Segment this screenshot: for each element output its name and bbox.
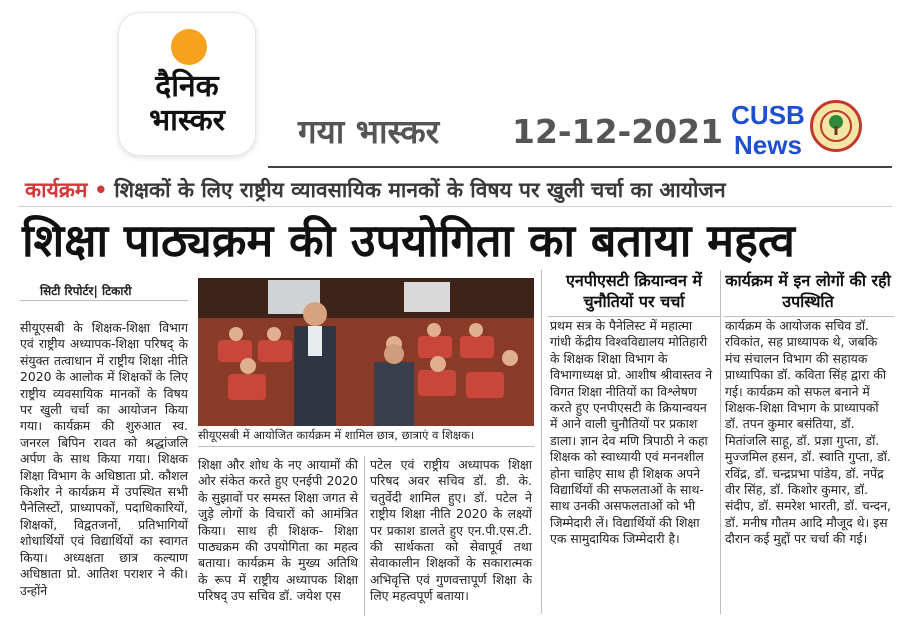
logo-line-2: भास्कर (149, 103, 225, 138)
byline-place: टिकारी (102, 284, 132, 298)
sun-icon (171, 29, 207, 65)
section-heading-npst: एनपीएसटी क्रियान्वन में चुनौतियों पर चर्चा (566, 271, 702, 311)
headline: शिक्षा पाठ्यक्रम की उपयोगिता का बताया महत्व (22, 214, 795, 267)
reporter-name: सिटी रिपोर्टर (40, 284, 94, 298)
publication-date: 12-12-2021 (512, 112, 724, 151)
column-divider (541, 270, 542, 614)
newspaper-logo (118, 12, 256, 156)
kicker-rule (18, 206, 892, 207)
article-column-4: प्रथम सत्र के पैनेलिस्ट में महात्मा गांधी केंद्रीय विश्वविद्यालय मोतिहारी के शिक्षक शिक्षा विभाग के विभागाध्यक्ष प्रो. आशीष श्रीवास्तव ने विगत शिक्षा नीतियों का विश्लेषण करते हुए एनपीएसटी के क्रियान्वयन में आने वाली चुनौतियों पर प्रकाश डाला। ज्ञान देव मणि त्रिपाठी ने कहा शिक्षक को स्वाध्यायी एवं मननशील होना चाहिए साथ ही शिक्षक अपने विद्यार्थियों की सफलताओं के साथ-साथ उनकी असफलताओं को भी जिम्मेदारी लें। विद्यार्थियों की शिक्षा एक सामुदायिक जिम्मेदारी है। (550, 318, 713, 547)
event-photo (198, 278, 534, 426)
article-column-3: पटेल एवं राष्ट्रीय अध्यापक शिक्षा परिषद अवर सचिव डॉ. डी. के. चतुर्वेदी शामिल हुए। डॉ. पटेल ने राष्ट्रीय शिक्षा नीति 2020 के लक्ष्यों पर प्रकाश डालते हुए एन.पी.एस.टी. की सार्थकता को सेवापूर्व तथा सेवाकालीन शिक्षकों के सकारात्मक अभिवृत्ति एवं गुणवत्तापूर्ण शिक्षा के लिए महत्वपूर्ण बताया। (370, 457, 532, 604)
byline-separator: | (93, 284, 103, 298)
kicker-separator: • (94, 178, 108, 202)
audience-photo-illustration (198, 278, 534, 426)
tree-icon (819, 109, 853, 143)
logo-line-1: दैनिक (155, 69, 219, 104)
category-label: कार्यक्रम (25, 178, 88, 202)
article-column-2: शिक्षा और शोध के नए आयामों की ओर संकेत करते हुए एनईपी 2020 के सुझावों पर समस्त शिक्षा जगत से जुड़े लोगों के विचारों को आमंत्रित किया। साथ ही शिक्षक- शिक्षा पाठ्यक्रम की उपयोगिता का महत्व बताया। कार्यक्रम के मुख्य अतिथि के रूप में राष्ट्रीय अध्यापक शिक्षा परिषद् उप सचिव डॉ. जयेश एस (198, 457, 358, 604)
university-seal-icon (810, 100, 862, 152)
cusb-tag-line-2: News (734, 130, 802, 160)
edition-name: गया भास्कर (298, 112, 440, 151)
article-column-1: सीयूएसबी के शिक्षक-शिक्षा विभाग एवं राष्ट्रीय अध्यापक-शिक्षा परिषद् के संयुक्त तत्वाधान में राष्ट्रीय शिक्षा नीति 2020 के आलोक में शिक्षकों के लिए राष्ट्रीय व्यवसायिक मानकों के विषय पर खुली चर्चा का आयोजन किया गया। कार्यक्रम की शुरुआत स्व. जनरल बिपिन रावत को श्रद्धांजलि अर्पण के साथ किया गया। शिक्षक शिक्षा विभाग के अधिष्ठाता प्रो. कौशल किशोर ने कार्यक्रम में उपस्थित सभी पैनेलिस्टों, प्राध्यापकों, पदाधिकारियों, शिक्षकों, विद्वतजनों, प्रतिभागियों शोधार्थियों एवं विद्यार्थियों का स्वागत किया। अध्यक्षता छात्र कल्याण अधिष्ठाता प्रो. आतिश पराशर ने की। उन्होंने (20, 320, 188, 598)
article-column-5: कार्यक्रम के आयोजक सचिव डॉ. रविकांत, सह प्राध्यापक थे, जबकि मंच संचालन विभाग की सहायक प्राध्यापिका डॉ. कविता सिंह द्वारा की गई। कार्यक्रम को सफल बनाने में शिक्षक-शिक्षा विभाग के प्राध्यापकों डॉ. तपन कुमार बसंतिया, डॉ. मितांजलि साहू, डॉ. प्रज्ञा गुप्ता, डॉ. मुज्जमिल हसन, डॉ. स्वाति गुप्ता, डॉ. रविंद्र, डॉ. चन्द्रप्रभा पांडेय, डॉ. नपेंद्र वीर सिंह, डॉ. किशोर कुमार, डॉ. संदीप, डॉ. समरेश भारती, डॉ. चन्दन, डॉ. मनीष गौतम आदि मौजूद थे। इस दौरान कई मुद्दों पर चर्चा की गई। (725, 318, 891, 547)
cusb-news-tag (728, 100, 808, 160)
section-heading-attendance: कार्यक्रम में इन लोगों की रही उपस्थिति (725, 271, 891, 311)
heading-rule (724, 316, 894, 317)
column-divider (720, 270, 721, 614)
kicker-line (25, 176, 726, 204)
caption-rule (198, 446, 534, 447)
heading-rule (548, 316, 720, 317)
byline (40, 282, 132, 299)
byline-rule (20, 300, 188, 301)
cusb-tag-line-1: CUSB (731, 100, 805, 130)
kicker-subhead: शिक्षकों के लिए राष्ट्रीय व्यावसायिक मानकों के विषय पर खुली चर्चा का आयोजन (114, 178, 726, 202)
photo-caption: सीयूएसबी में आयोजित कार्यक्रम में शामिल छात्र, छात्राएं व शिक्षक। (198, 428, 475, 442)
column-divider (364, 456, 365, 616)
masthead-rule (268, 166, 892, 168)
